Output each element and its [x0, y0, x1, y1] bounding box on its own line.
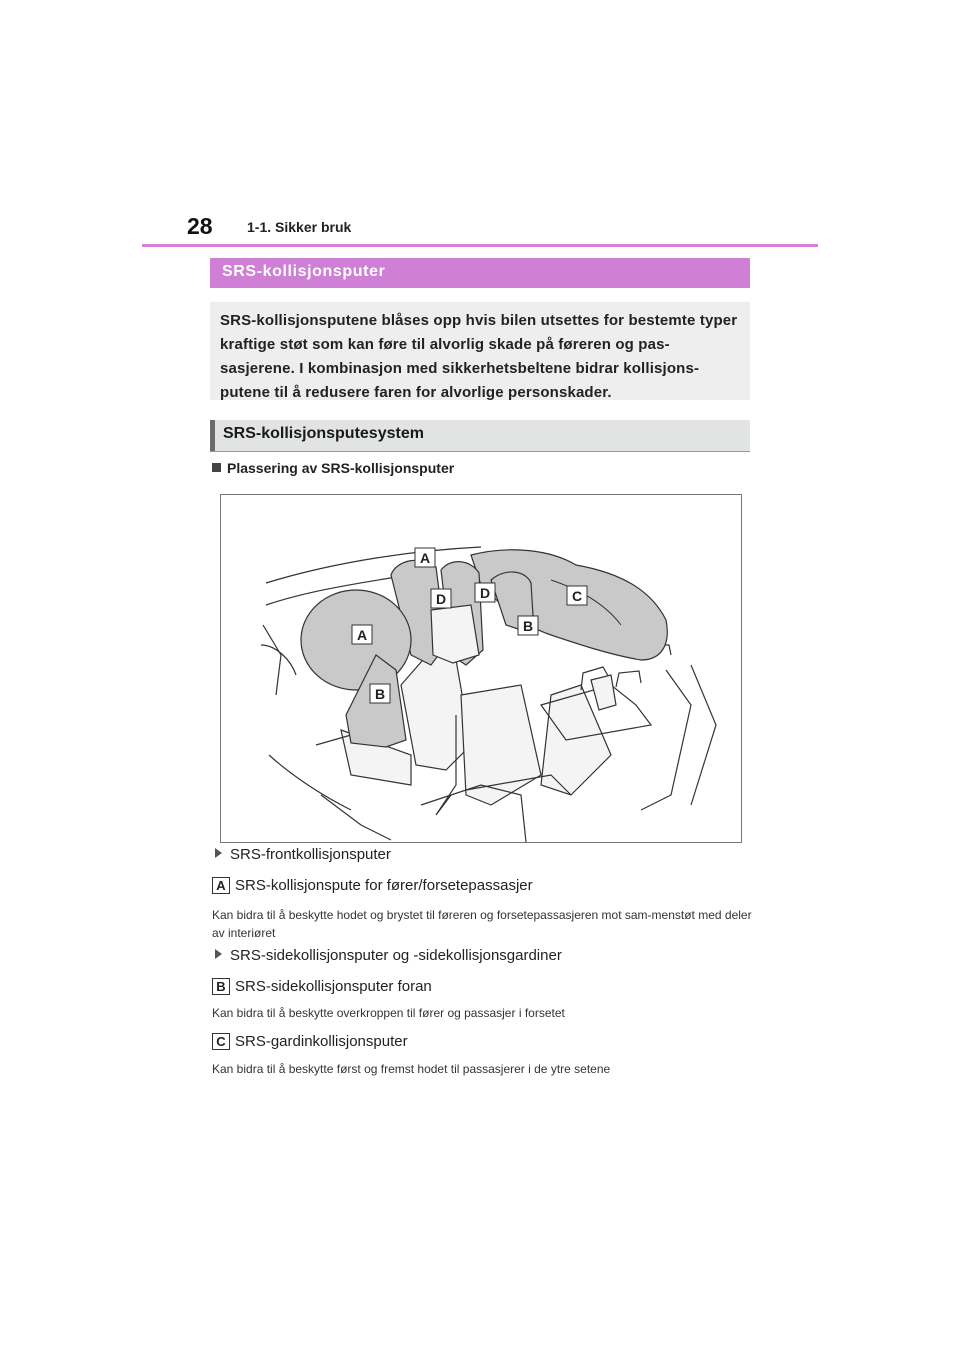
item-label-c-text: SRS-gardinkollisjonsputer	[235, 1033, 408, 1050]
subsection-header	[210, 420, 750, 452]
badge-a: A	[212, 877, 230, 894]
figure-label-b-left: B	[375, 686, 386, 702]
subheading-text: Plassering av SRS-kollisjonsputer	[227, 460, 455, 476]
section-banner	[210, 258, 750, 288]
figure-label-d-right: D	[480, 585, 491, 601]
triangle-bullet-icon	[215, 949, 222, 959]
subsection-bar	[210, 420, 215, 451]
page-number: 28	[187, 213, 213, 239]
square-bullet-icon	[212, 463, 221, 472]
item-label-a-text: SRS-kollisjonspute for fører/forsetepassasjer	[235, 877, 533, 894]
item-side-airbags	[215, 947, 562, 964]
figure-label-c: C	[572, 588, 583, 604]
item-front-airbags-text: SRS-frontkollisjonsputer	[230, 846, 391, 863]
item-front-airbags	[215, 846, 391, 863]
airbag-figure	[220, 494, 742, 843]
desc-b: Kan bidra til å beskytte overkroppen til fører og passasjer i forsetet	[212, 1006, 565, 1020]
item-side-airbags-text: SRS-sidekollisjonsputer og -sidekollisjonsgardiner	[230, 947, 562, 964]
badge-c: C	[212, 1033, 230, 1050]
intro-text: SRS-kollisjonsputene blåses opp hvis bilen utsettes for bestemte typer kraftige støt som kan føre til alvorlig skade på føreren og pas-sasjerene. I kombinasjon med sikkerhetsbeltene bidrar kollisjons-putene til å redusere faren for alvorlige personskader.	[220, 312, 738, 401]
desc-c: Kan bidra til å beskytte først og fremst hodet til passasjerer i de ytre setene	[212, 1062, 611, 1076]
item-label-b-text: SRS-sidekollisjonsputer foran	[235, 978, 432, 995]
figure-label-a-top: A	[420, 550, 431, 566]
badge-b: B	[212, 978, 230, 995]
item-label-b	[212, 978, 432, 995]
desc-a: Kan bidra til å beskytte hodet og brystet til føreren og forsetepassasjeren mot sam-menstøt med deler av interiøret	[212, 908, 752, 940]
subheading	[212, 460, 454, 476]
figure-label-d-left: D	[436, 591, 447, 607]
header-rule	[142, 244, 818, 247]
subsection-title: SRS-kollisjonsputesystem	[223, 425, 424, 442]
section-banner-title: SRS-kollisjonsputer	[222, 263, 386, 280]
figure-label-b-right: B	[523, 618, 534, 634]
section-path: 1-1. Sikker bruk	[247, 219, 352, 235]
figure-label-a-front: A	[357, 627, 368, 643]
car-interior-illustration	[221, 495, 741, 842]
intro-box	[210, 302, 750, 400]
item-label-a	[212, 877, 533, 894]
triangle-bullet-icon	[215, 848, 222, 858]
item-label-c	[212, 1033, 408, 1050]
